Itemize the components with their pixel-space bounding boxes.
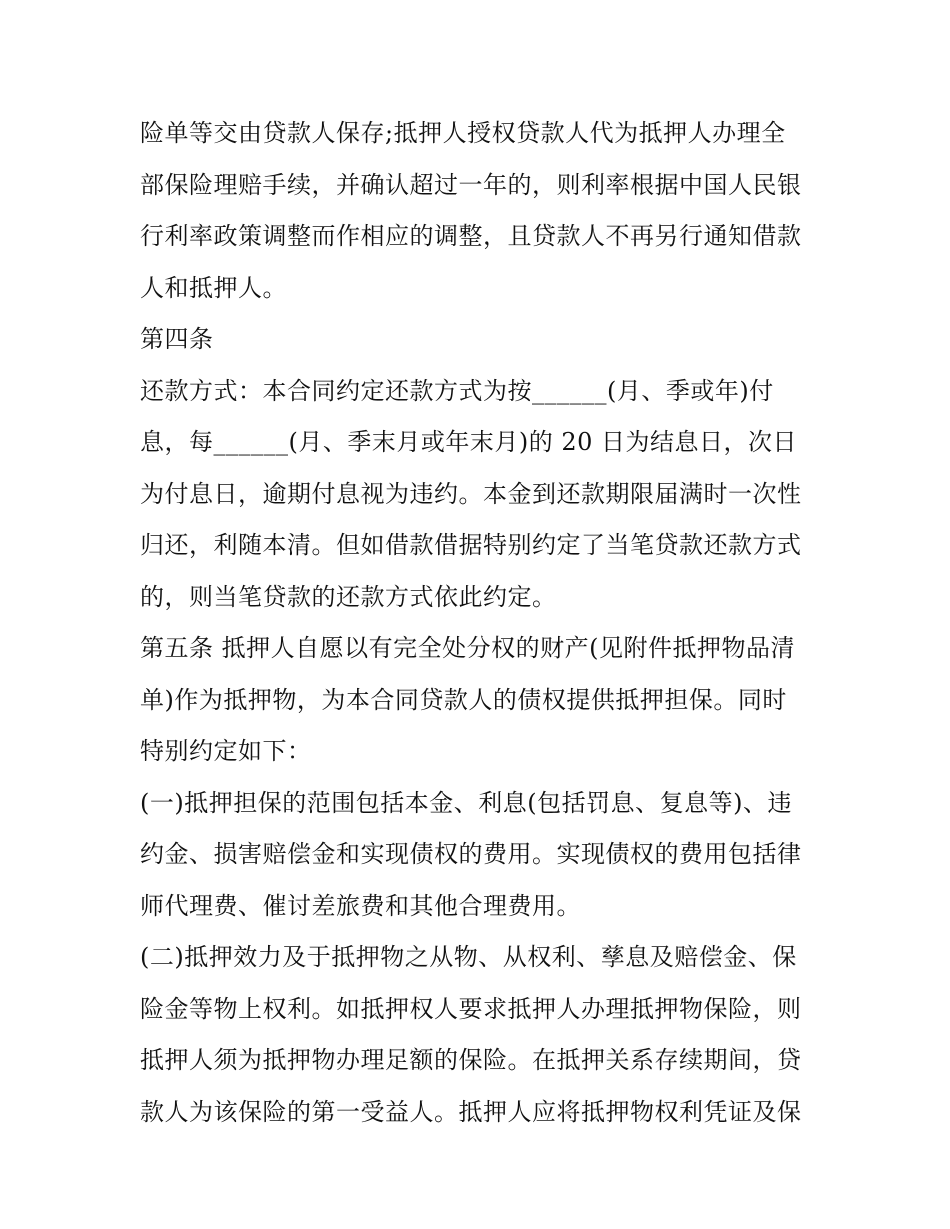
text-line: (二)抵押效力及于抵押物之从物、从权利、孳息及赔偿金、保 — [140, 943, 797, 971]
text-line: 险金等物上权利。如抵押权人要求抵押人办理抵押物保险，则 — [140, 994, 802, 1023]
text-line: 款人为该保险的第一受益人。抵押人应将抵押物权利凭证及保 — [140, 1097, 802, 1126]
text-line: 息，每______(月、季末月或年末月)的 20 日为结息日，次日 — [140, 428, 798, 456]
text-line: 为付息日，逾期付息视为违约。本金到还款期限届满时一次性 — [140, 479, 802, 508]
text-line: 归还，利随本清。但如借款借据特别约定了当笔贷款还款方式 — [140, 531, 802, 559]
text-line: 人和抵押人。 — [140, 273, 287, 302]
text-line: 约金、损害赔偿金和实现债权的费用。实现债权的费用包括律 — [140, 840, 802, 868]
text-line: 部保险理赔手续，并确认超过一年的，则利率根据中国人民银 — [140, 170, 802, 199]
text-line: 抵押人须为抵押物办理足额的保险。在抵押关系存续期间，贷 — [140, 1046, 802, 1074]
text-line: 险单等交由贷款人保存;抵押人授权贷款人代为抵押人办理全 — [140, 119, 786, 147]
article-heading: 第四条 — [140, 325, 214, 353]
text-line: 师代理费、催讨差旅费和其他合理费用。 — [140, 891, 581, 920]
text-line: 还款方式：本合同约定还款方式为按______(月、季或年)付 — [140, 376, 774, 405]
text-line: 特别约定如下： — [140, 737, 312, 765]
text-line: 的，则当笔贷款的还款方式依此约定。 — [140, 582, 557, 611]
text-line: (一)抵押担保的范围包括本金、利息(包括罚息、复息等)、违 — [140, 788, 792, 817]
text-line: 行利率政策调整而作相应的调整，且贷款人不再另行通知借款 — [140, 222, 802, 250]
text-line: 第五条 抵押人自愿以有完全处分权的财产(见附件抵押物品清 — [140, 634, 795, 662]
text-line: 单)作为抵押物，为本合同贷款人的债权提供抵押担保。同时 — [140, 685, 787, 714]
document-body — [140, 108, 820, 1138]
